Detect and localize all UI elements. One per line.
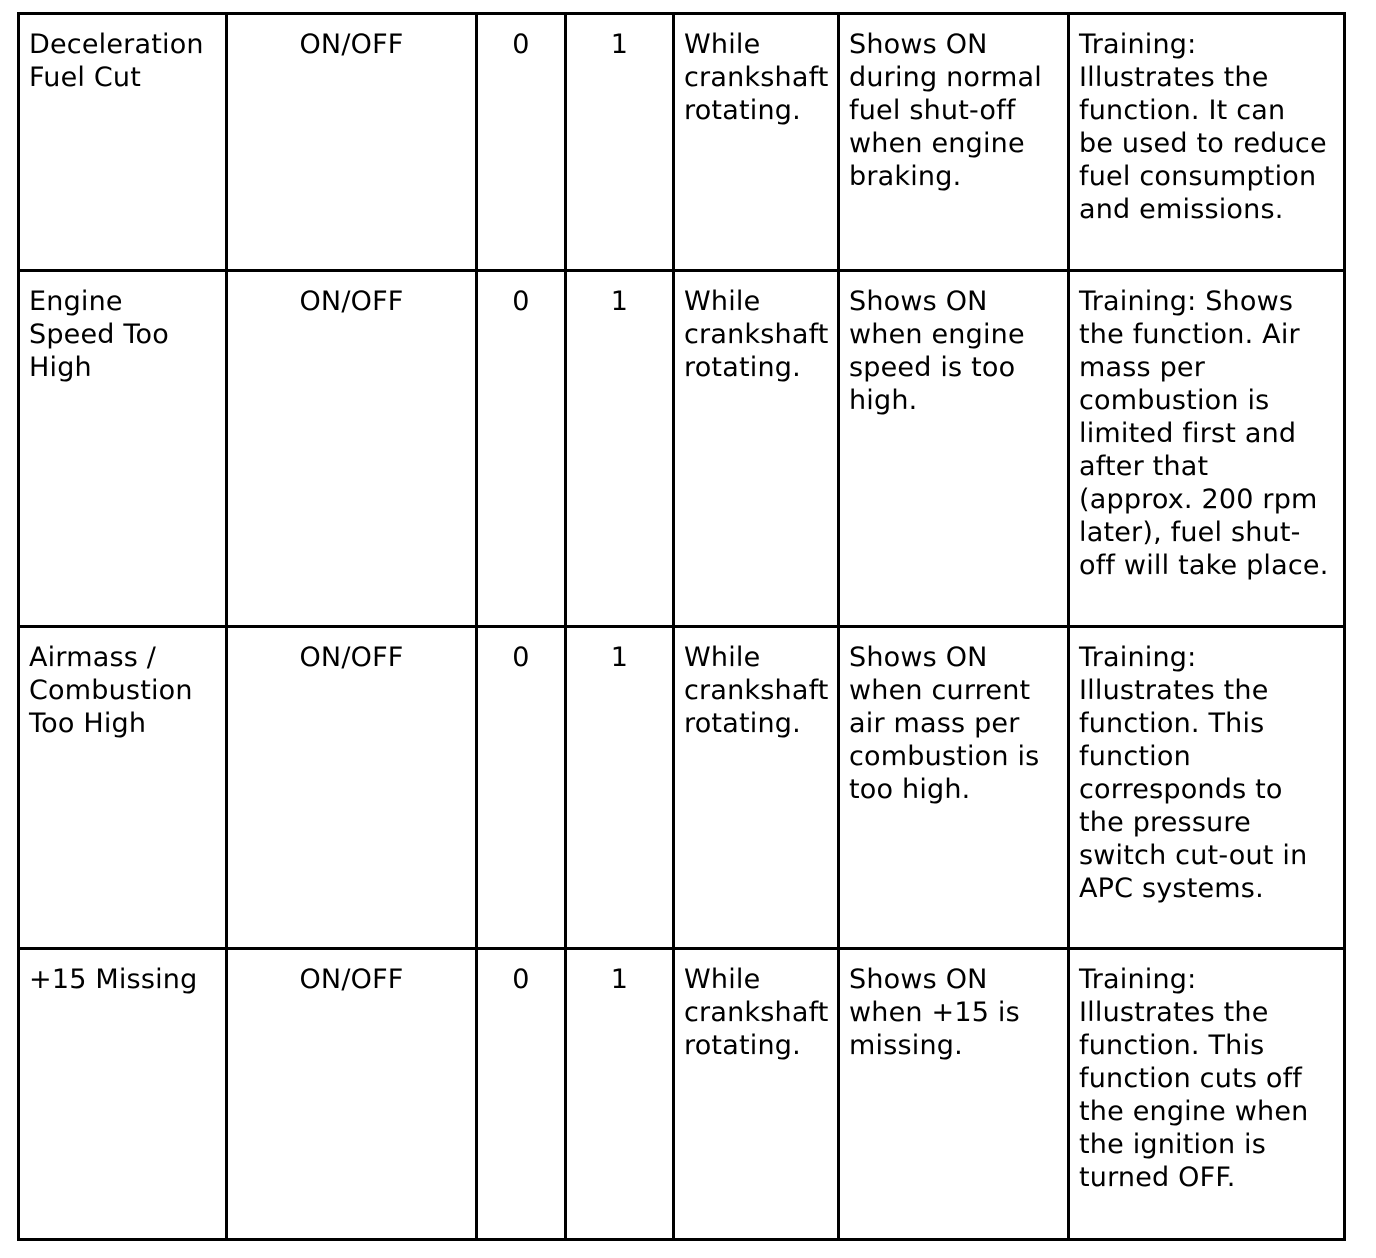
description-cell — [839, 271, 1069, 627]
value-range-cell — [227, 949, 477, 1240]
value-range-cell — [227, 627, 477, 949]
max-value-cell — [566, 627, 674, 949]
max-value: 1 — [610, 286, 629, 317]
note-text: Training: Illustrates the function. This function cuts off the engine when the ignition is turned OFF. — [1079, 964, 1309, 1193]
min-value-cell — [477, 14, 566, 271]
note-cell — [1069, 627, 1345, 949]
note-cell — [1069, 14, 1345, 271]
table-row — [19, 627, 1345, 949]
condition-cell — [674, 271, 839, 627]
function-name: Engine Speed Too High — [29, 286, 169, 383]
condition-text: While crankshaft rotating. — [684, 642, 829, 739]
function-name: Deceleration Fuel Cut — [29, 29, 204, 93]
function-name-cell — [19, 949, 227, 1240]
description-text: Shows ON during normal fuel shut-off when engine braking. — [849, 29, 1042, 192]
description-text: Shows ON when current air mass per combustion is too high. — [849, 642, 1040, 805]
description-cell — [839, 949, 1069, 1240]
max-value: 1 — [610, 29, 629, 60]
max-value: 1 — [610, 964, 629, 995]
min-value-cell — [477, 627, 566, 949]
max-value-cell — [566, 949, 674, 1240]
note-text: Training: Illustrates the function. This function corresponds to the pressure switch cut-out in APC systems. — [1079, 642, 1308, 904]
function-name-cell — [19, 271, 227, 627]
value-range: ON/OFF — [299, 964, 404, 995]
min-value: 0 — [512, 286, 530, 317]
note-text: Training: Shows the function. Air mass per combustion is limited first and after that (approx. 200 rpm later), fuel shut- off will take place. — [1079, 286, 1329, 581]
note-cell — [1069, 949, 1345, 1240]
condition-text: While crankshaft rotating. — [684, 964, 829, 1061]
note-cell — [1069, 271, 1345, 627]
condition-text: While crankshaft rotating. — [684, 286, 829, 383]
min-value: 0 — [512, 964, 530, 995]
min-value: 0 — [512, 642, 530, 673]
description-cell — [839, 14, 1069, 271]
function-name-cell — [19, 14, 227, 271]
min-value: 0 — [512, 29, 530, 60]
parameter-table — [17, 12, 1346, 1241]
function-name: Airmass / Combustion Too High — [29, 642, 193, 739]
function-name-cell — [19, 627, 227, 949]
table-row — [19, 271, 1345, 627]
description-text: Shows ON when engine speed is too high. — [849, 286, 1025, 416]
value-range-cell — [227, 271, 477, 627]
description-text: Shows ON when +15 is missing. — [849, 964, 1020, 1061]
value-range: ON/OFF — [299, 286, 404, 317]
max-value-cell — [566, 14, 674, 271]
condition-cell — [674, 14, 839, 271]
note-text: Training: Illustrates the function. It can be used to reduce fuel consumption and emissions. — [1079, 29, 1327, 225]
description-cell — [839, 627, 1069, 949]
condition-cell — [674, 627, 839, 949]
min-value-cell — [477, 271, 566, 627]
max-value-cell — [566, 271, 674, 627]
max-value: 1 — [610, 642, 629, 673]
function-name: +15 Missing — [29, 964, 198, 995]
value-range: ON/OFF — [299, 29, 404, 60]
table-row — [19, 14, 1345, 271]
condition-cell — [674, 949, 839, 1240]
condition-text: While crankshaft rotating. — [684, 29, 829, 126]
value-range-cell — [227, 14, 477, 271]
table-row — [19, 949, 1345, 1240]
min-value-cell — [477, 949, 566, 1240]
value-range: ON/OFF — [299, 642, 404, 673]
